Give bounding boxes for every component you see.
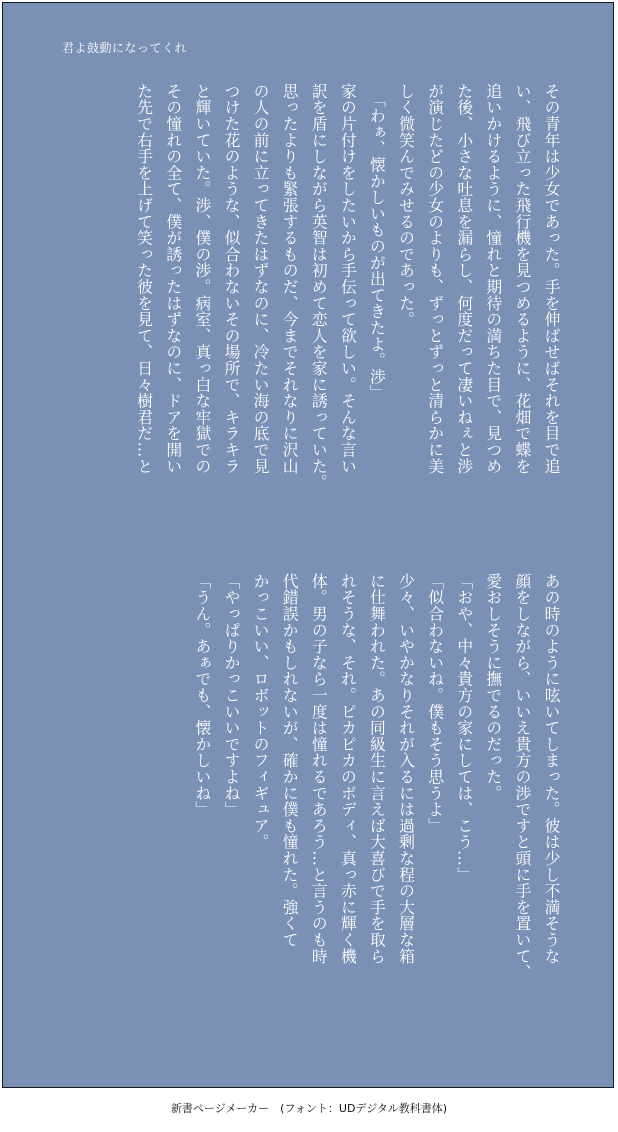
text-line: に仕舞われた。あの同級生に言えば大喜びで手を取ら [367, 573, 387, 965]
text-line: 「うん。あぁでも、懐かしいね」 [192, 573, 212, 818]
text-line: 代錯誤かもしれないが、確かに僕も憧れた。強くて [280, 573, 300, 948]
text-line: その青年は少女であった。手を伸ばせばそれを目で追 [542, 83, 561, 475]
text-line: 「似合わないね。僕もそう思うよ」 [425, 573, 445, 834]
text-line: た後、小さな吐息を漏らし、何度だって凄いねぇと渉 [454, 83, 474, 475]
page-header-title: 君よ鼓動になってくれ [62, 41, 188, 55]
text-line: その憧れの全て、僕が誘ったはずなのに、ドアを開い [163, 83, 183, 475]
text-line: 「わぁ、懐かしいものが出てきたよ。渉」 [367, 83, 387, 402]
text-line: 愛おしそうに撫でるのだった。 [483, 573, 503, 802]
text-line: 追いかけるように、憧れと期待の満ちた目で、見つめ [483, 83, 503, 475]
text-line: しく微笑んでみせるのであった。 [396, 83, 416, 328]
page-footer-credit: 新書ページメーカー (フォント：UDデジタル教科書体) [170, 1102, 448, 1115]
text-line: 訳を盾にしながら英智は初めて恋人を家に誘っていた。 [309, 83, 329, 491]
text-line: かっこいい、ロボットのフィギュア。 [251, 573, 271, 851]
text-line: た先で右手を上げて笑った彼を見て、日々樹君だ…と [134, 83, 154, 475]
book-page [2, 2, 614, 1088]
text-line: が演じたどの少女のよりも、ずっとずっと清らかに美 [425, 83, 445, 475]
text-line: 家の片付けをしたいから手伝って欲しい。そんな言い [338, 83, 358, 475]
text-column-bottom [188, 573, 566, 1043]
text-line: 「おや、中々貴方の家にしては、こう…」 [454, 573, 474, 883]
text-column-top [130, 83, 566, 533]
text-line: の人の前に立ってきたはずなのに、冷たい海の底で見 [251, 83, 271, 475]
text-line: 「やっぱりかっこいいですよね」 [221, 573, 241, 818]
text-line: と輝いていた。渉、僕の渉。病室、真っ白な牢獄での [192, 83, 212, 475]
text-line: れそうな、それ。ピカピカのボディ、真っ赤に輝く機 [338, 573, 358, 965]
text-line: あの時のように呟いてしまった。彼は少し不満そうな [542, 573, 561, 965]
text-line: い、飛び立った飛行機を見つめるように、花畑で蝶を [512, 83, 532, 475]
text-line: 顔をしながら、いいえ貴方の渉ですと頭に手を置いて、 [512, 573, 532, 981]
text-line: 思ったよりも緊張するものだ、今までそれなりに沢山 [280, 83, 300, 475]
text-line: 体。男の子なら一度は憧れるであろう…と言うのも時 [309, 573, 329, 965]
text-line: 少々、いやかなりそれが入るには過剰な程の大層な箱 [396, 573, 416, 965]
text-line: つけた花のような、似合わないその場所で、キラキラ [221, 83, 241, 475]
